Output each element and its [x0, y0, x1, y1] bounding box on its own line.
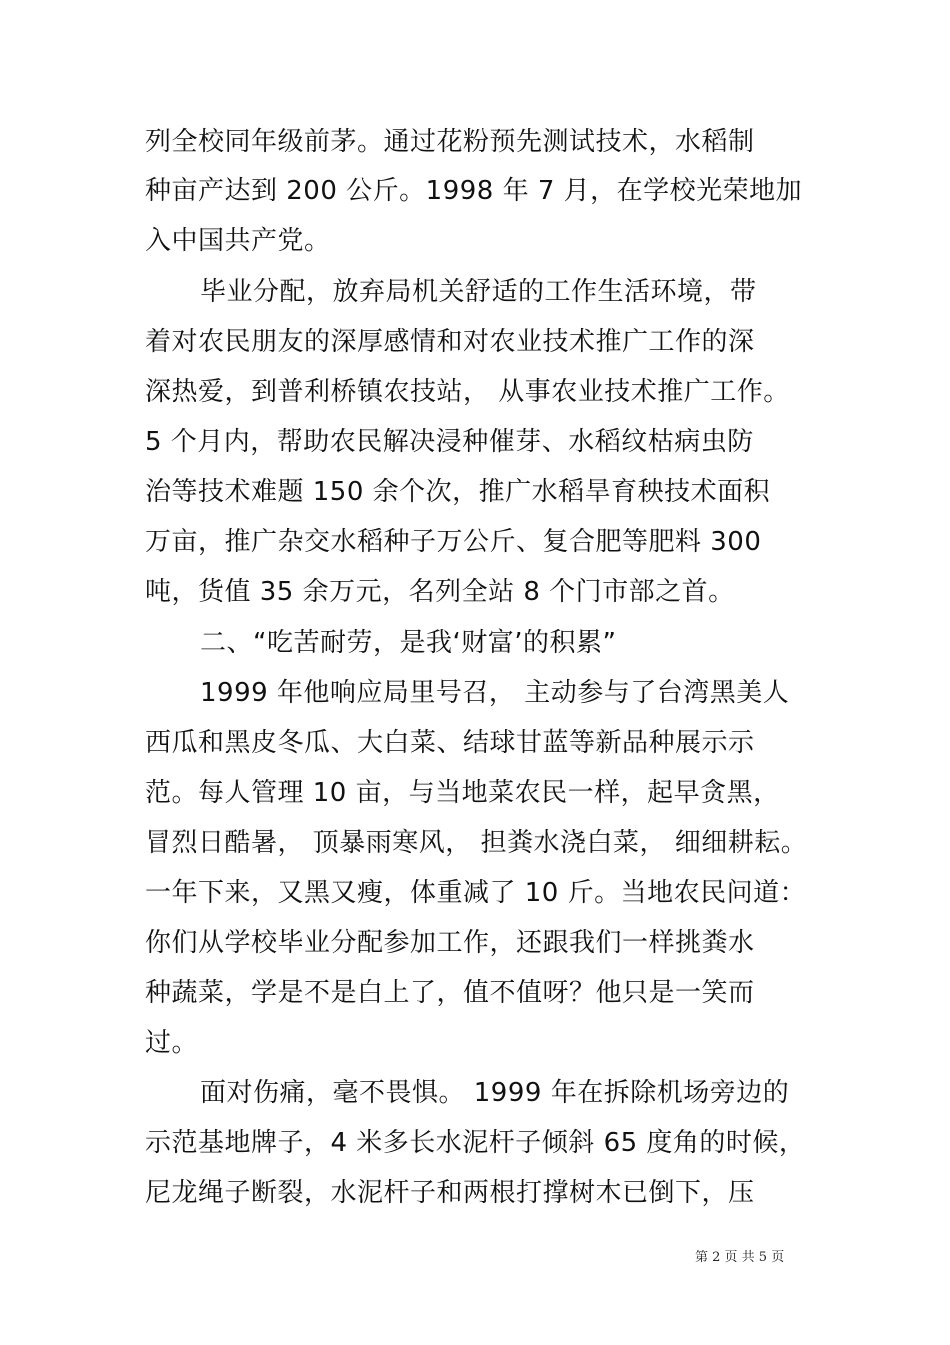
- paragraph-start-line: 毕业分配，放弃局机关舒适的工作生活环境，带: [200, 277, 757, 307]
- text-line: 尼龙绳子断裂，水泥杆子和两根打撑树木已倒下，压: [145, 1178, 755, 1208]
- paragraph-start-line: 面对伤痛，毫不畏惧。 1999 年在拆除机场旁边的: [200, 1078, 790, 1108]
- text-line: 5 个月内，帮助农民解决浸种催芽、水稻纹枯病虫防: [145, 427, 754, 457]
- text-line: 万亩，推广杂交水稻种子万公斤、复合肥等肥料 300: [145, 527, 762, 557]
- text-line: 入中国共产党。: [145, 226, 331, 256]
- section-heading: 二、“吃苦耐劳，是我‘财富’的积累”: [200, 628, 617, 658]
- text-line: 治等技术难题 150 余个次，推广水稻旱育秧技术面积: [145, 477, 771, 507]
- text-line: 列全校同年级前茅。通过花粉预先测试技术，水稻制: [145, 127, 755, 157]
- text-line: 示范基地牌子，4 米多长水泥杆子倾斜 65 度角的时候，: [145, 1128, 806, 1158]
- text-line: 冒烈日酷暑， 顶暴雨寒风， 担粪水浇白菜， 细细耕耘。: [145, 828, 808, 858]
- text-line: 着对农民朋友的深厚感情和对农业技术推广工作的深: [145, 327, 755, 357]
- text-line: 一年下来，又黑又瘦，体重减了 10 斤。当地农民问道：: [145, 878, 807, 908]
- text-line: 你们从学校毕业分配参加工作，还跟我们一样挑粪水: [145, 928, 755, 958]
- text-line: 范。每人管理 10 亩，与当地菜农民一样，起早贪黑，: [145, 778, 780, 808]
- text-line: 吨，货值 35 余万元，名列全站 8 个门市部之首。: [145, 577, 735, 607]
- text-line: 西瓜和黑皮冬瓜、大白菜、结球甘蓝等新品种展示示: [145, 728, 755, 758]
- text-line: 深热爱，到普利桥镇农技站， 从事农业技术推广工作。: [145, 377, 790, 407]
- text-line: 过。: [145, 1028, 199, 1058]
- paragraph-start-line: 1999 年他响应局里号召， 主动参与了台湾黑美人: [200, 678, 790, 708]
- text-line: 种蔬菜，学是不是白上了，值不值呀？他只是一笑而: [145, 978, 755, 1008]
- page-number: 第 2 页 共 5 页: [695, 1250, 785, 1265]
- text-line: 种亩产达到 200 公斤。1998 年 7 月，在学校光荣地加: [145, 176, 803, 206]
